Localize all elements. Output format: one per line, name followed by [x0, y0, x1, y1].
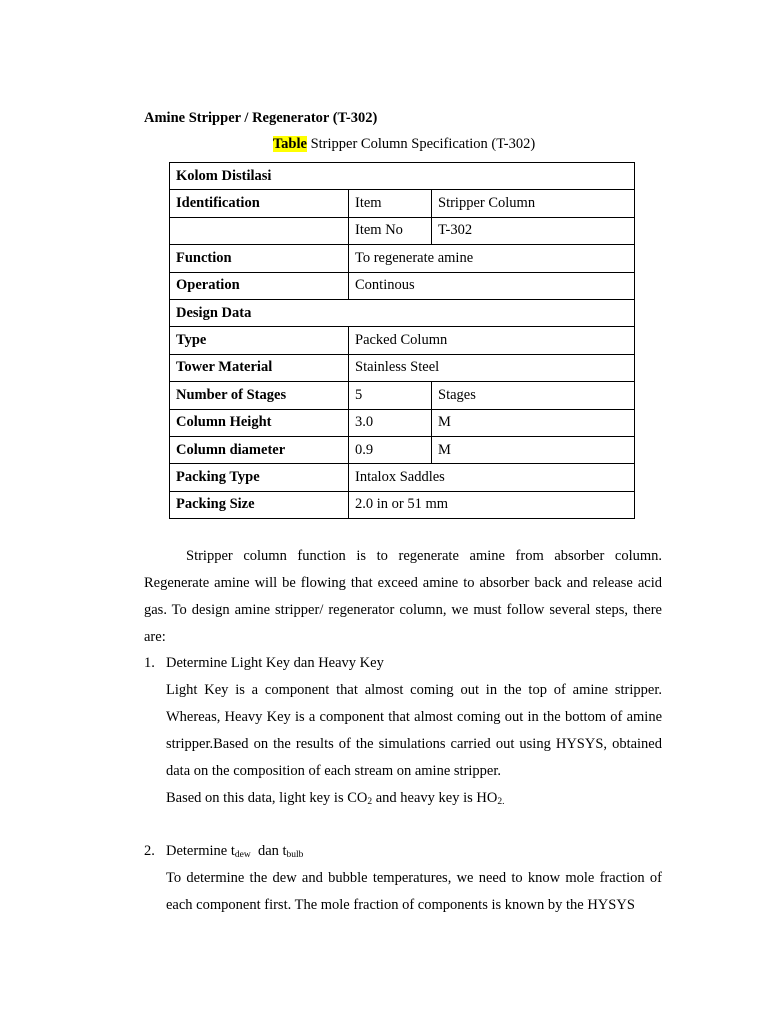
row-value: Item No: [349, 217, 432, 244]
row-value: T-302: [432, 217, 635, 244]
subscript: 2: [367, 797, 373, 807]
subscript: bulb: [286, 850, 304, 860]
row-value: Item: [349, 190, 432, 217]
row-label: Function: [170, 245, 349, 272]
row-value: Packed Column: [349, 327, 635, 354]
table-row: [170, 354, 635, 381]
row-label: Column Height: [170, 409, 349, 436]
row-label: [170, 217, 349, 244]
row-label: Type: [170, 327, 349, 354]
list-title: Determine Light Key dan Heavy Key: [166, 655, 384, 671]
table-row: [170, 190, 635, 217]
subscript: dew: [234, 850, 251, 860]
table-row: [170, 436, 635, 463]
intro-paragraph: Stripper column function is to regenerate amine from absorber column. Regenerate amine will be flowing that exceed amine to absorber back and release acid gas. To design amine stripper/ regenerator column, we must follow several steps, there are:: [144, 548, 662, 645]
table-row: [170, 382, 635, 409]
row-value: 0.9: [349, 436, 432, 463]
table-row: [170, 163, 635, 190]
row-value: Stainless Steel: [349, 354, 635, 381]
table-row: [170, 217, 635, 244]
row-label: Operation: [170, 272, 349, 299]
row-value: Continous: [349, 272, 635, 299]
row-label: Packing Type: [170, 464, 349, 491]
caption-highlight: Table: [272, 136, 307, 152]
row-value: To regenerate amine: [349, 245, 635, 272]
row-value: 3.0: [349, 409, 432, 436]
section-heading: Amine Stripper / Regenerator (T-302): [144, 110, 378, 126]
list-body: [166, 677, 662, 812]
table-title: Kolom Distilasi: [170, 163, 635, 190]
row-label: Identification: [170, 190, 349, 217]
row-label: Design Data: [170, 299, 635, 326]
row-label: Number of Stages: [170, 382, 349, 409]
table-row: [170, 464, 635, 491]
conclusion-text-a: Based on this data, light key is CO: [166, 790, 368, 806]
row-value: 2.0 in or 51 mm: [349, 491, 635, 518]
table-row: [170, 327, 635, 354]
title-text-a: Determine t: [166, 843, 235, 859]
list-body: To determine the dew and bubble temperatures, we need to know mole fraction of each component first. The mole fraction of components is known by the HYSYS: [166, 870, 662, 913]
row-value: 5: [349, 382, 432, 409]
row-label: Packing Size: [170, 491, 349, 518]
title-text-b: dan t: [250, 843, 287, 859]
table-row: [170, 299, 635, 326]
table-caption: [0, 136, 768, 153]
list-body-conclusion: [166, 785, 662, 812]
table-row: [170, 409, 635, 436]
table-row: [170, 491, 635, 518]
row-value: Stages: [432, 382, 635, 409]
conclusion-text-b: and heavy key is HO: [372, 790, 498, 806]
row-value: M: [432, 409, 635, 436]
row-label: Column diameter: [170, 436, 349, 463]
spec-table: [169, 162, 635, 519]
table-row: [170, 245, 635, 272]
row-value: Intalox Saddles: [349, 464, 635, 491]
list-number: 2.: [144, 843, 155, 859]
row-value: M: [432, 436, 635, 463]
list-body-text: Light Key is a component that almost coming out in the top of amine stripper. Whereas, Heavy Key is a component that almost coming out in the bottom of amine stripper.Based on the results of the simulations carried out using HYSYS, obtained data on the composition of each stream on amine stripper.: [166, 682, 662, 779]
list-title: [166, 838, 303, 865]
row-value: Stripper Column: [432, 190, 635, 217]
caption-text: Stripper Column Specification (T-302): [306, 136, 536, 152]
subscript: 2.: [497, 797, 505, 807]
row-label: Tower Material: [170, 354, 349, 381]
table-row: [170, 272, 635, 299]
list-number: 1.: [144, 655, 155, 671]
